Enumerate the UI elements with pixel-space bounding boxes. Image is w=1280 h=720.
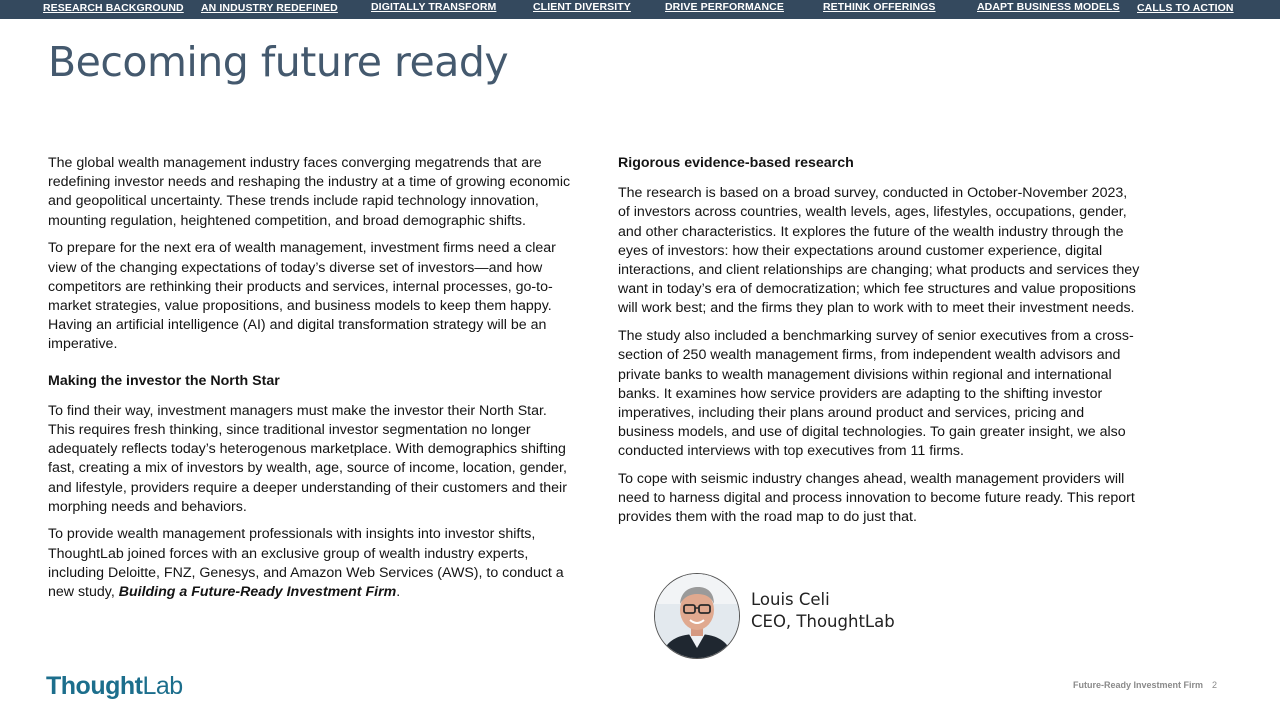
- left-column: [48, 154, 572, 611]
- nav-link-an-industry-redefined[interactable]: AN INDUSTRY REDEFINED: [201, 2, 338, 14]
- author-name: Louis Celi: [751, 590, 830, 609]
- left-paragraph-4: [48, 525, 572, 602]
- left-paragraph-4-end: .: [396, 584, 401, 601]
- right-paragraph-2: The study also included a benchmarking survey of senior executives from a cross-section of 250 wealth management firms, from independent wealth advisors and private banks to wealth management divisions within regional and international banks. It examines how service providers are adapting to the shifting investor imperatives, including their plans around product and services, pricing and business models, and use of digital technologies. To gain greater insight, we also conducted interviews with top executives from 11 firms.: [618, 328, 1134, 460]
- nav-link-adapt-business-models[interactable]: ADAPT BUSINESS MODELS: [977, 1, 1120, 13]
- left-paragraph-2: To prepare for the next era of wealth management, investment firms need a clear view of the changing expectations of today’s diverse set of investors—and how competitors are rethinking their products and services, internal processes, go-to-market strategies, value propositions, and business models to keep them happy. Having an artificial intelligence (AI) and digital transformation strategy will be an imperative.: [48, 240, 556, 353]
- person-photo-icon: [655, 574, 739, 658]
- nav-link-digitally-transform[interactable]: DIGITALLY TRANSFORM: [371, 1, 497, 13]
- left-paragraph-1: The global wealth management industry faces converging megatrends that are redefining investor needs and reshaping the industry at a time of growing economic and geopolitical uncertainty. These trends include rapid technology innovation, mounting regulation, heightened competition, and broad demographic shifts.: [48, 155, 571, 229]
- page-number: 2: [1212, 680, 1218, 690]
- right-paragraph-3: To cope with seismic industry changes ahead, wealth management providers will need to harness digital and process innovation to become future ready. This report provides them with the road map to do just that.: [618, 471, 1135, 526]
- avatar: [654, 573, 740, 659]
- top-navigation-bar: [0, 0, 1280, 19]
- page-title: Becoming future ready: [48, 38, 509, 86]
- author-title: CEO, ThoughtLab: [751, 612, 895, 631]
- nav-link-drive-performance[interactable]: DRIVE PERFORMANCE: [665, 1, 784, 13]
- section-heading-research: Rigorous evidence-based research: [618, 155, 854, 171]
- thoughtlab-logo: [46, 672, 183, 701]
- footer-report-label: Future-Ready Investment Firm: [1073, 680, 1204, 690]
- nav-link-research-background[interactable]: RESEARCH BACKGROUND: [43, 2, 184, 14]
- nav-link-calls-to-action[interactable]: CALLS TO ACTION: [1137, 2, 1234, 14]
- right-column: [618, 154, 1142, 536]
- left-paragraph-3: To find their way, investment managers must make the investor their North Star. This requires fresh thinking, since traditional investor segmentation no longer adequately reflects today’s heterogenous marketplace. With demographics shifting fast, creating a mix of investors by wealth, age, source of income, location, gender, and lifestyle, providers require a deeper understanding of their customers and their morphing needs and behaviors.: [48, 402, 567, 515]
- study-title: Building a Future-Ready Investment Firm: [118, 584, 397, 601]
- nav-link-client-diversity[interactable]: CLIENT DIVERSITY: [533, 1, 631, 13]
- logo-text-part-1: Thought: [46, 672, 143, 700]
- author-profile: [654, 573, 954, 659]
- left-paragraph-4-text: To provide wealth management professionals with insights into investor shifts, ThoughtLab joined forces with an exclusive group of wealth industry experts, including Deloitte, FNZ, Genesys, and Amazon Web Services (AWS), to conduct a new study,: [48, 526, 564, 601]
- section-heading-north-star: Making the investor the North Star: [48, 372, 280, 389]
- logo-text-part-2: Lab: [142, 672, 183, 700]
- nav-link-rethink-offerings[interactable]: RETHINK OFFERINGS: [823, 1, 936, 13]
- right-paragraph-1: The research is based on a broad survey, conducted in October-November 2023, of investors across countries, wealth levels, ages, lifestyles, occupations, gender, and other characteristics. It explores the future of the wealth industry through the eyes of investors: how their expectations around customer experience, digital interactions, and client relationships are changing; what products and services they want in today’s era of democratization; which fee structures and value propositions will work best; and the firms they plan to work with to meet their investment needs.: [618, 185, 1140, 317]
